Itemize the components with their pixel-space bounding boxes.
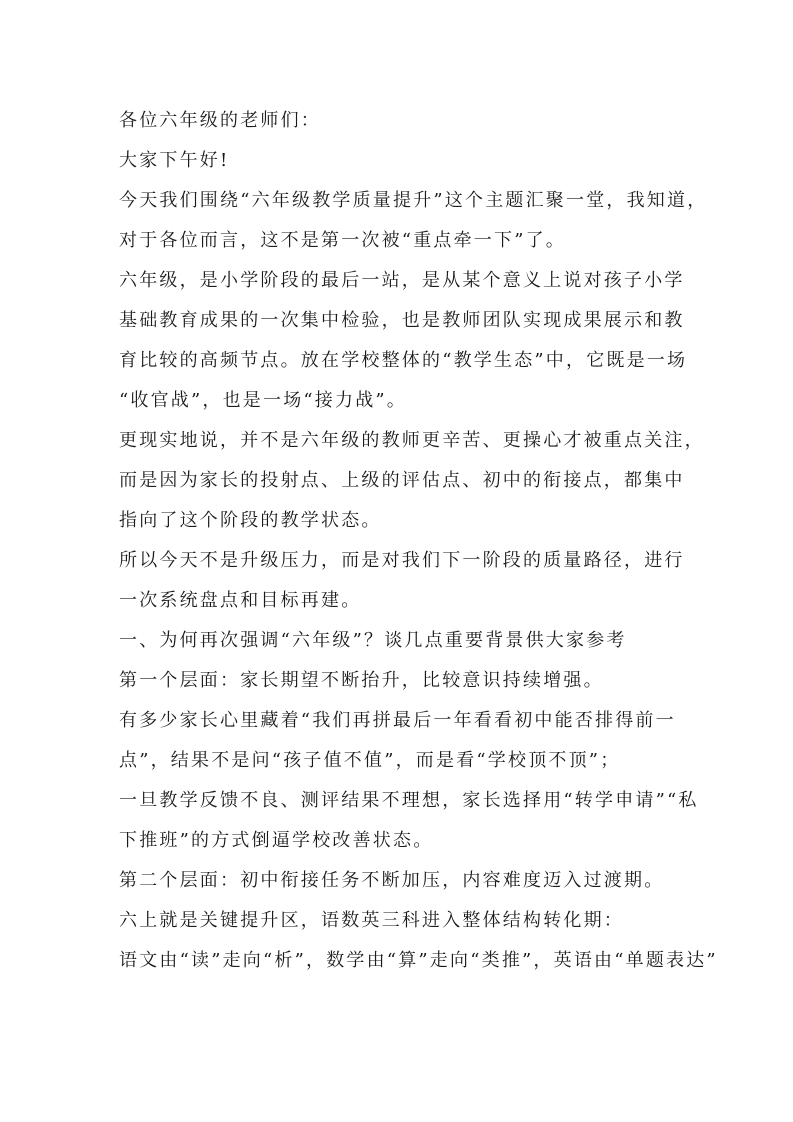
text-line: 所以今天不是升级压力，而是对我们下一阶段的质量路径，进行 — [119, 550, 685, 571]
text-line: 指向了这个阶段的教学状态。 — [119, 510, 382, 531]
text-line: 一旦教学反馈不良、测评结果不理想，家长选择用“转学申请”“私 — [119, 790, 699, 811]
text-line: 而是因为家长的投射点、上级的评估点、初中的衔接点，都集中 — [119, 470, 685, 491]
text-line: “收官战”，也是一场“接力战”。 — [119, 390, 408, 411]
text-line: 六上就是关键提升区，语数英三科进入整体结构转化期： — [119, 910, 624, 931]
greeting: 大家下午好! — [119, 150, 230, 171]
subheading: 第一个层面：家长期望不断抬升，比较意识持续增强。 — [119, 670, 604, 691]
text-line: 下推班”的方式倒逼学校改善状态。 — [119, 830, 434, 851]
salutation: 各位六年级的老师们： — [119, 110, 321, 131]
text-line: 育比较的高频节点。放在学校整体的“教学生态”中，它既是一场 — [119, 350, 688, 371]
text-line: 基础教育成果的一次集中检验，也是教师团队实现成果展示和教 — [119, 310, 685, 331]
text-line: 语文由“读”走向“析”，数学由“算”走向“类推”，英语由“单题表达” — [119, 950, 718, 971]
section-heading: 一、为何再次强调“六年级”？谈几点重要背景供大家参考 — [119, 630, 627, 651]
text-line: 有多少家长心里藏着“我们再拼最后一年看看初中能否排得前一 — [119, 710, 676, 731]
subheading: 第二个层面：初中衔接任务不断加压，内容难度迈入过渡期。 — [119, 870, 665, 891]
text-line: 今天我们围绕“六年级教学质量提升”这个主题汇聚一堂，我知道， — [119, 190, 708, 211]
text-line: 点”，结果不是问“孩子值不值”，而是看“学校顶不顶”； — [119, 750, 621, 771]
text-line: 更现实地说，并不是六年级的教师更辛苦、更操心才被重点关注， — [119, 430, 705, 451]
text-line: 一次系统盘点和目标再建。 — [119, 590, 362, 611]
text-line: 六年级，是小学阶段的最后一站，是从某个意义上说对孩子小学 — [119, 270, 685, 291]
text-line: 对于各位而言，这不是第一次被“重点牵一下”了。 — [119, 230, 567, 251]
document-page — [119, 101, 718, 981]
